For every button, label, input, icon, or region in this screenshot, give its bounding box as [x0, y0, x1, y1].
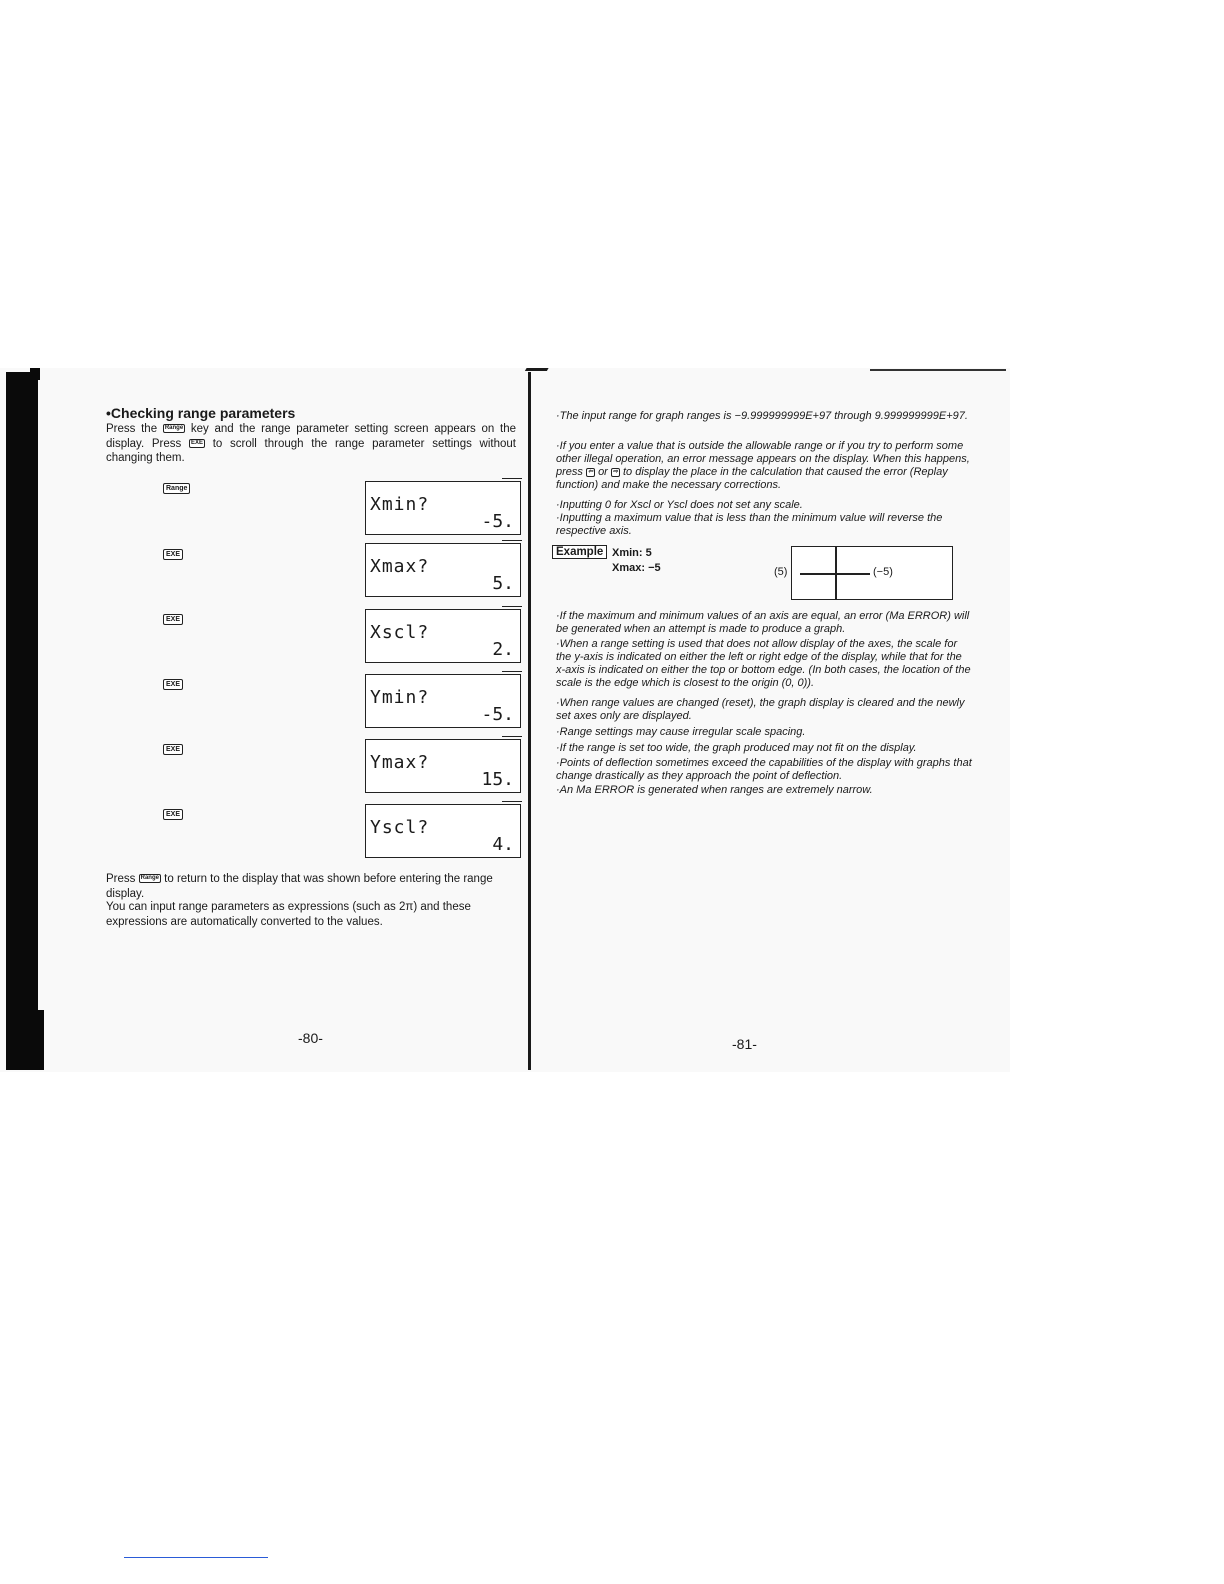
lcd-screen — [365, 543, 521, 597]
lcd-prompt: Ymin? — [370, 687, 430, 708]
lcd-prompt: Xmin? — [370, 494, 430, 515]
lcd-prompt: Xmax? — [370, 556, 430, 577]
lcd-screen — [365, 674, 521, 728]
return-paragraph: Press Range to return to the display that was shown before entering the range display. — [106, 873, 493, 900]
lcd-screen — [365, 481, 521, 535]
page-number-left: -80- — [298, 1030, 323, 1046]
note-list-item: ·If the maximum and minimum values of an axis are equal, an error (Ma ERROR) will be generated when an attempt is made to produce a graph. — [556, 610, 970, 635]
lcd-value: -5. — [481, 704, 514, 725]
lcd-value: 4. — [492, 834, 514, 855]
example-xmax: Xmax: −5 — [612, 562, 661, 574]
lcd-prompt: Xscl? — [370, 622, 430, 643]
exe-key-icon: EXE — [163, 679, 183, 690]
expression-note: You can input range parameters as expressions (such as 2π) and these expressions are automatically converted to the values. — [106, 901, 471, 928]
example-xmin: Xmin: 5 — [612, 547, 652, 559]
lcd-screen — [365, 739, 521, 793]
lcd-prompt: Ymax? — [370, 752, 430, 773]
bottom-link-underline — [124, 1557, 268, 1558]
graph-left-label: (5) — [774, 566, 788, 578]
left-arrow-key-icon: ⇦ — [587, 468, 593, 475]
note-list-item: ·If the range is set too wide, the graph produced may not fit on the display. — [556, 742, 917, 754]
binding-edge — [6, 372, 38, 1070]
note-input-range: ·The input range for graph ranges is −9.999999999E+97 through 9.999999999E+97. — [556, 410, 968, 422]
range-key-icon: Range — [140, 875, 159, 882]
page-gutter — [528, 372, 531, 1070]
lcd-prompt: Yscl? — [370, 817, 430, 838]
note-list-item: ·An Ma ERROR is generated when ranges are extremely narrow. — [556, 784, 873, 796]
lcd-value: 5. — [492, 573, 514, 594]
note-list-item: ·Range settings may cause irregular scale spacing. — [556, 726, 806, 738]
exe-key-icon: EXE — [163, 744, 183, 755]
right-arrow-key-icon: ⇨ — [612, 468, 618, 475]
binding-edge-tip — [30, 368, 40, 380]
note-list-item: ·Points of deflection sometimes exceed the capabilities of the display with graphs that change drastically as they approach the point of deflection. — [556, 757, 972, 782]
note-list-item: ·When range values are changed (reset), the graph display is cleared and the newly set axes only are displayed. — [556, 697, 965, 722]
note-error: ·If you enter a value that is outside the allowable range or if you try to perform some other illegal operation, an error message appears on the display. When this happens, press ⇦ or ⇨ to display the place in the calculation that caused the error (Replay function) and make the necessary corrections. — [556, 440, 970, 491]
example-label: Example — [552, 545, 607, 559]
range-key-icon: Range — [164, 425, 184, 432]
lcd-value: -5. — [481, 511, 514, 532]
example-graph — [791, 546, 953, 600]
graph-x-axis — [800, 573, 870, 575]
graph-right-label: (−5) — [873, 566, 893, 578]
exe-key-icon: EXE — [163, 809, 183, 820]
note-list-item: ·When a range setting is used that does not allow display of the axes, the scale for the y-axis is indicated on either the left or right edge of the display, while that for the x-axis is indicated on either the top or bottom edge. (In both cases, the location of the scale is the edge which is closest to the origin (0, 0)). — [556, 638, 971, 689]
range-key-icon: Range — [163, 483, 190, 494]
page-number-right: -81- — [732, 1036, 757, 1052]
exe-key-icon: EXE — [163, 549, 183, 560]
lcd-value: 2. — [492, 639, 514, 660]
exe-key-icon: EXE — [163, 614, 183, 625]
binding-edge-notch — [36, 1010, 44, 1070]
lcd-value: 15. — [481, 769, 514, 790]
note-reverse-axis: ·Inputting a maximum value that is less than the minimum value will reverse the respective axis. — [556, 512, 943, 537]
exe-key-icon: EXE — [190, 439, 203, 446]
lcd-screen — [365, 609, 521, 663]
top-rule — [870, 369, 1006, 371]
lcd-screen — [365, 804, 521, 858]
note-zero-scale: ·Inputting 0 for Xscl or Yscl does not set any scale. — [556, 499, 803, 511]
section-title: •Checking range parameters — [106, 405, 296, 421]
intro-paragraph: Press the Range key and the range parameter setting screen appears on the display. Press EXE to scroll through the range parameter settings without changing them. — [106, 423, 516, 464]
